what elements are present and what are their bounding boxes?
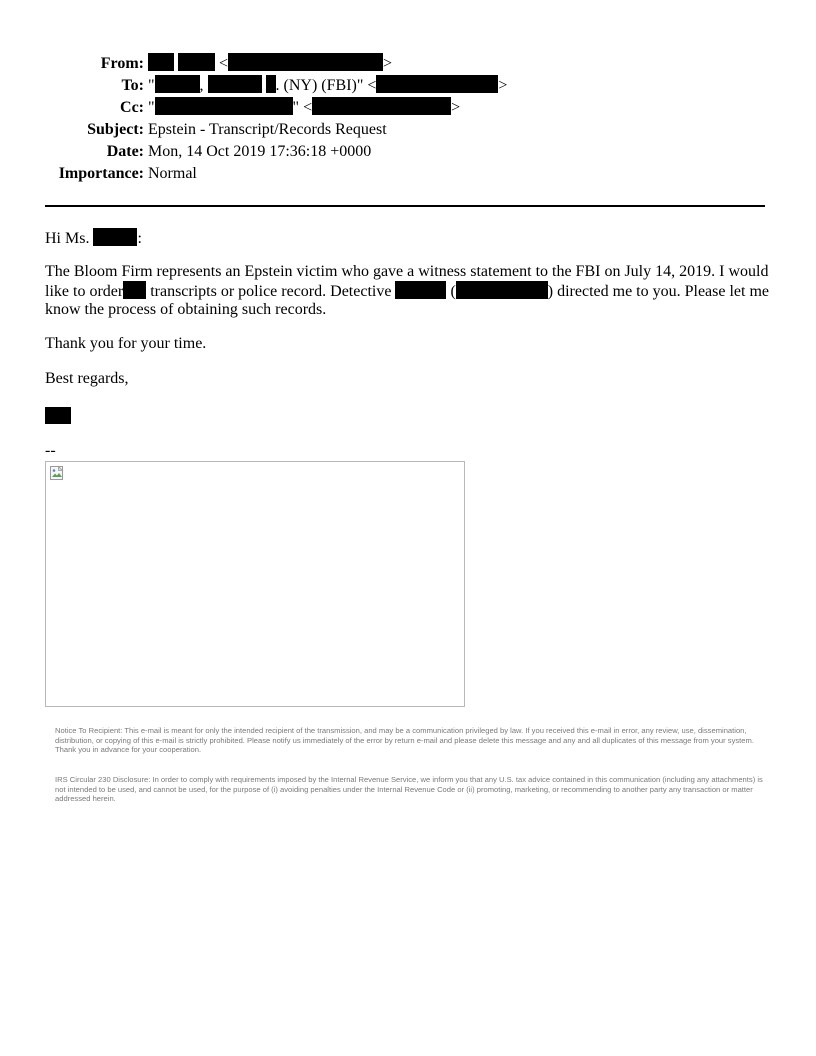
body-text-part: The Bloom Firm represents an Epstein victim who gave a witness statement to the FBI on July 14, 2019. I would like to order — [45, 263, 769, 300]
from-label: From: — [100, 55, 144, 72]
cc-suffix: " < — [292, 99, 313, 116]
regards-line: Best regards, — [45, 370, 129, 387]
to-comma: , — [199, 77, 204, 94]
cc-quote: " — [148, 99, 155, 116]
importance-label: Importance: — [58, 165, 144, 182]
redaction-block — [395, 281, 446, 299]
to-suffix: . (NY) (FBI)" < — [275, 77, 377, 94]
to-quote: " — [148, 77, 155, 94]
from-row — [0, 53, 816, 75]
redaction-block — [148, 53, 174, 71]
date-row — [0, 141, 816, 163]
recipient-notice: Notice To Recipient: This e-mail is meant for only the intended recipient of the transmission, and may be a communication privileged by law. If you received this e-mail in error, any review, use, dissemination, distribution, or copying of this e-mail is strictly prohibited. Please notify us immediately of the error by return e-mail and please delete this message and any and all duplicates of this message from your system. Thank you in advance for your cooperation. — [55, 726, 754, 754]
from-value — [148, 53, 392, 75]
subject-row — [0, 119, 816, 141]
redaction-block — [155, 97, 293, 115]
body-text-part: ) directed me to you. Please let me know the process of obtaining such records. — [45, 283, 770, 318]
redaction-block — [155, 75, 200, 93]
redaction-block — [456, 281, 548, 299]
redaction-block — [312, 97, 451, 115]
redaction-block — [228, 53, 383, 71]
body-text-part: transcripts or police record. Detective — [150, 283, 392, 300]
subject-label: Subject: — [87, 121, 144, 138]
redaction-block — [178, 53, 215, 71]
from-bracket-open: < — [219, 55, 229, 72]
email-header — [0, 53, 816, 185]
thanks-line: Thank you for your time. — [45, 335, 207, 352]
redaction-block — [208, 75, 262, 93]
to-row — [0, 75, 816, 97]
body-paragraph — [45, 263, 771, 319]
to-value — [148, 75, 507, 97]
subject-value: Epstein - Transcript/Records Request — [148, 121, 387, 138]
date-label: Date: — [106, 143, 144, 160]
redaction-block — [376, 75, 498, 93]
cc-value — [148, 97, 460, 119]
irs-disclosure: IRS Circular 230 Disclosure: In order to comply with requirements imposed by the Internal Revenue Service, we inform you that any U.S. tax advice contained in this communication (including any attachments) is not intended to be used, and cannot be used, for the purpose of (i) avoiding penalties under the Internal Revenue Code or (ii) promoting, marketing, or recommending to another party any transaction or matter addressed herein. — [55, 775, 763, 803]
date-value: Mon, 14 Oct 2019 17:36:18 +0000 — [148, 143, 372, 160]
to-label: To: — [121, 77, 144, 94]
importance-row — [0, 163, 816, 185]
greeting-suffix: : — [137, 230, 142, 247]
signature-image — [45, 461, 465, 707]
cc-label: Cc: — [120, 99, 144, 116]
signature-redaction — [45, 407, 71, 424]
header-divider — [45, 205, 765, 207]
signature-separator: -- — [45, 442, 56, 459]
greeting-prefix: Hi Ms. — [45, 230, 90, 247]
from-bracket-close: > — [383, 55, 393, 72]
to-bracket-close: > — [498, 77, 508, 94]
cc-bracket-close: > — [451, 99, 461, 116]
cc-row — [0, 97, 816, 119]
redaction-block — [93, 228, 137, 246]
broken-image-icon — [49, 465, 65, 481]
redaction-block — [266, 75, 276, 93]
importance-value: Normal — [148, 165, 197, 182]
redaction-block — [123, 281, 146, 299]
greeting — [45, 228, 771, 248]
body-text-part: ( — [450, 283, 456, 300]
